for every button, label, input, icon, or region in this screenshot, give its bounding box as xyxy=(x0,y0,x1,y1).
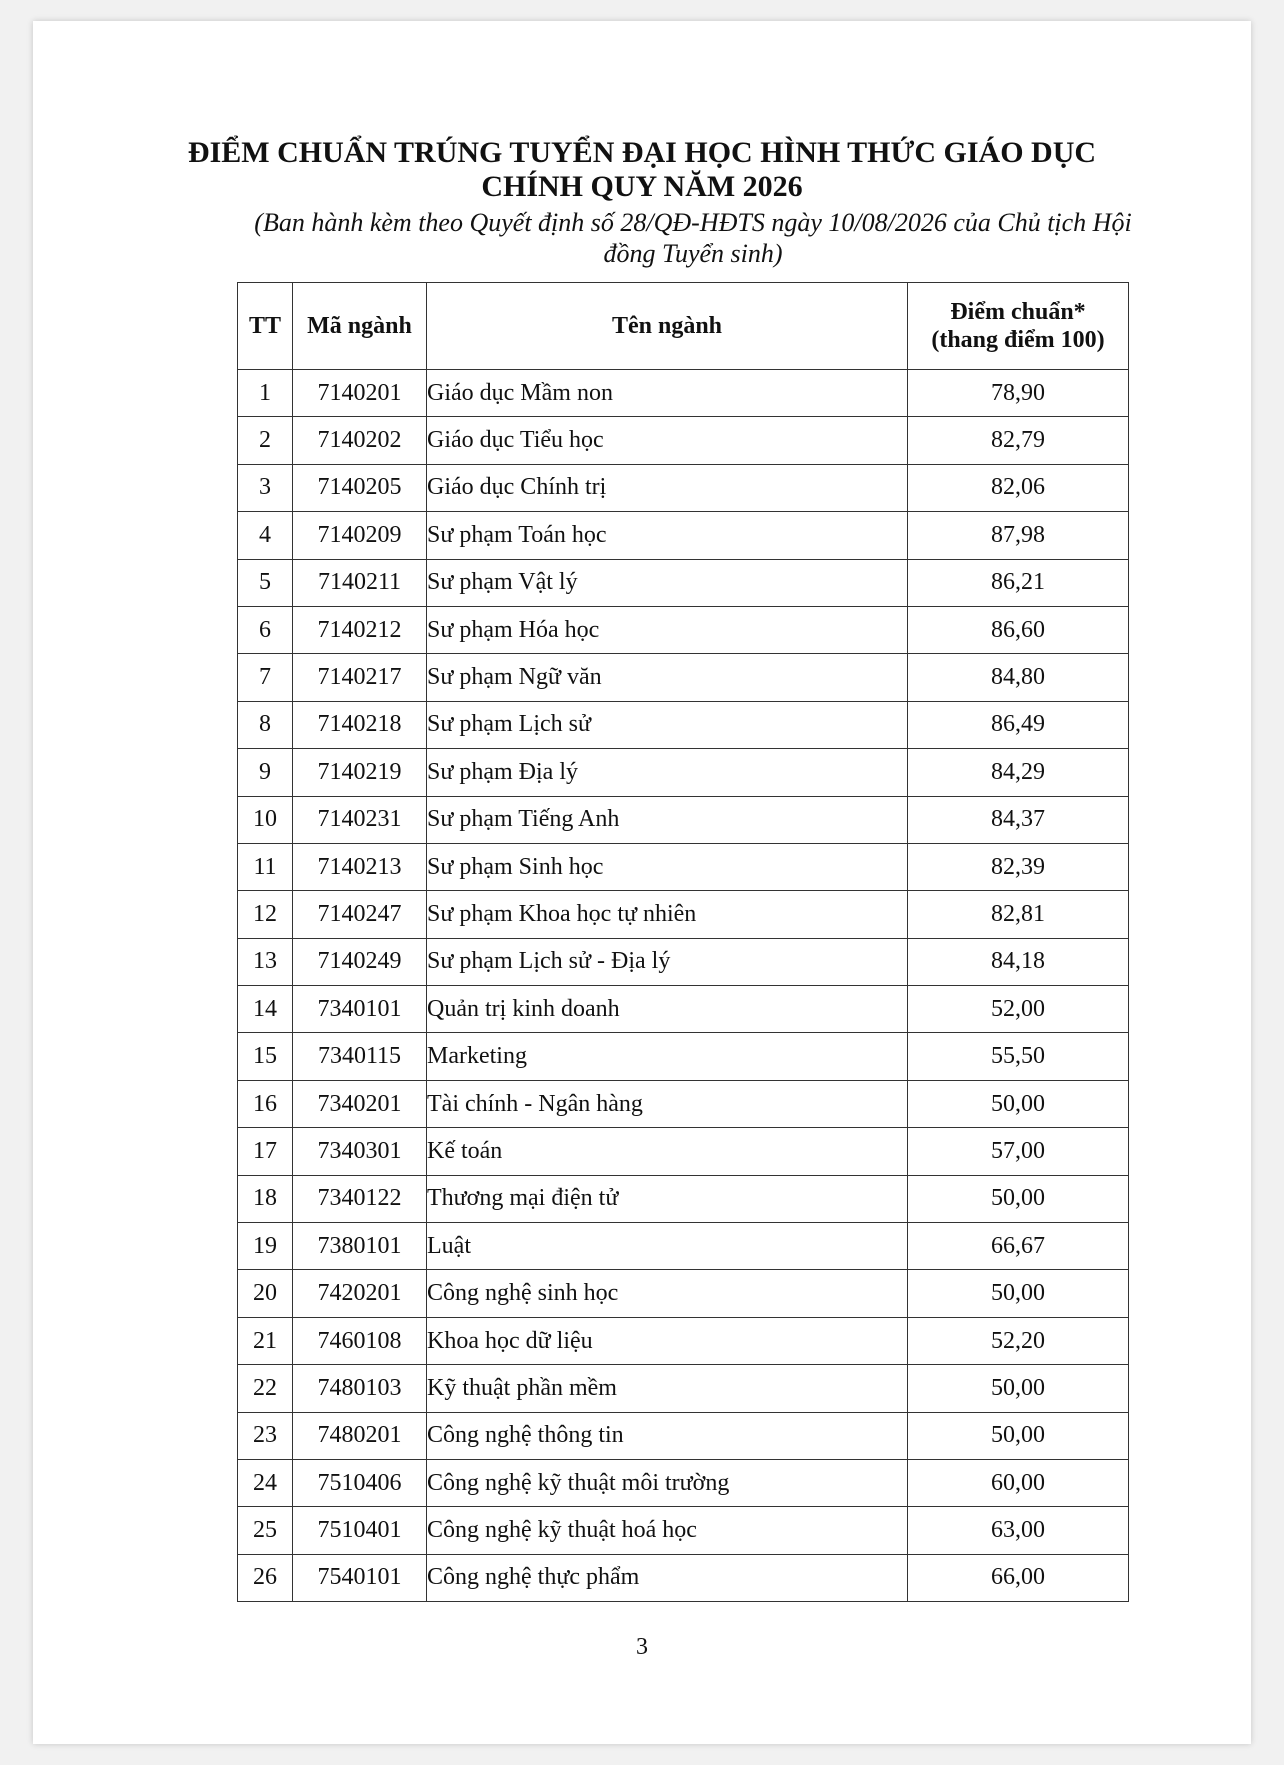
cell-name: Sư phạm Ngữ văn xyxy=(427,654,908,701)
cell-score: 55,50 xyxy=(908,1033,1129,1080)
cell-name: Quản trị kinh doanh xyxy=(427,986,908,1033)
cell-tt: 12 xyxy=(238,891,293,938)
cell-code: 7140205 xyxy=(293,464,427,511)
cell-name: Sư phạm Vật lý xyxy=(427,559,908,606)
cell-score: 87,98 xyxy=(908,512,1129,559)
table-row xyxy=(238,1507,1129,1554)
table-row xyxy=(238,1459,1129,1506)
cell-score: 66,00 xyxy=(908,1554,1129,1601)
table-row xyxy=(238,891,1129,938)
cell-tt: 14 xyxy=(238,986,293,1033)
table-row xyxy=(238,370,1129,417)
cell-code: 7540101 xyxy=(293,1554,427,1601)
cell-score: 50,00 xyxy=(908,1412,1129,1459)
cell-code: 7510406 xyxy=(293,1459,427,1506)
cell-code: 7140201 xyxy=(293,370,427,417)
table-row xyxy=(238,1223,1129,1270)
subtitle-line-2: đồng Tuyển sinh) xyxy=(603,239,783,268)
cell-score: 84,29 xyxy=(908,749,1129,796)
cell-code: 7340122 xyxy=(293,1175,427,1222)
table-row xyxy=(238,606,1129,653)
cell-name: Sư phạm Địa lý xyxy=(427,749,908,796)
cell-code: 7140212 xyxy=(293,606,427,653)
table-row xyxy=(238,417,1129,464)
table-header-row xyxy=(238,283,1129,370)
cell-name: Giáo dục Tiểu học xyxy=(427,417,908,464)
cell-score: 82,79 xyxy=(908,417,1129,464)
cell-name: Sư phạm Khoa học tự nhiên xyxy=(427,891,908,938)
cell-score: 84,18 xyxy=(908,938,1129,985)
cell-score: 50,00 xyxy=(908,1365,1129,1412)
cell-tt: 11 xyxy=(238,843,293,890)
cell-code: 7140217 xyxy=(293,654,427,701)
table-row xyxy=(238,559,1129,606)
cell-score: 57,00 xyxy=(908,1128,1129,1175)
table-row xyxy=(238,1175,1129,1222)
cell-score: 66,67 xyxy=(908,1223,1129,1270)
table-row xyxy=(238,1128,1129,1175)
cell-tt: 9 xyxy=(238,749,293,796)
cell-score: 52,20 xyxy=(908,1317,1129,1364)
cell-name: Công nghệ kỹ thuật hoá học xyxy=(427,1507,908,1554)
cell-code: 7140247 xyxy=(293,891,427,938)
cell-tt: 8 xyxy=(238,701,293,748)
title-line-2: CHÍNH QUY NĂM 2026 xyxy=(481,170,803,203)
cell-tt: 1 xyxy=(238,370,293,417)
table-row xyxy=(238,1317,1129,1364)
cell-score: 50,00 xyxy=(908,1175,1129,1222)
cell-name: Sư phạm Lịch sử - Địa lý xyxy=(427,938,908,985)
cell-code: 7420201 xyxy=(293,1270,427,1317)
cell-tt: 2 xyxy=(238,417,293,464)
cell-tt: 16 xyxy=(238,1080,293,1127)
header-code: Mã ngành xyxy=(293,283,427,370)
cell-tt: 6 xyxy=(238,606,293,653)
cell-tt: 21 xyxy=(238,1317,293,1364)
header-score-line-2: (thang điểm 100) xyxy=(931,327,1105,353)
cell-tt: 17 xyxy=(238,1128,293,1175)
cell-name: Tài chính - Ngân hàng xyxy=(427,1080,908,1127)
cell-score: 63,00 xyxy=(908,1507,1129,1554)
cell-tt: 22 xyxy=(238,1365,293,1412)
page-number: 3 xyxy=(636,1634,648,1660)
cell-tt: 20 xyxy=(238,1270,293,1317)
document-page xyxy=(33,21,1251,1744)
cell-name: Luật xyxy=(427,1223,908,1270)
cell-name: Khoa học dữ liệu xyxy=(427,1317,908,1364)
cell-name: Sư phạm Toán học xyxy=(427,512,908,559)
cell-score: 86,49 xyxy=(908,701,1129,748)
cell-name: Sư phạm Tiếng Anh xyxy=(427,796,908,843)
cell-score: 86,60 xyxy=(908,606,1129,653)
cell-code: 7460108 xyxy=(293,1317,427,1364)
table-row xyxy=(238,986,1129,1033)
cell-tt: 24 xyxy=(238,1459,293,1506)
document-subtitle xyxy=(193,207,1193,269)
header-name: Tên ngành xyxy=(427,283,908,370)
cell-name: Giáo dục Chính trị xyxy=(427,464,908,511)
cell-code: 7140202 xyxy=(293,417,427,464)
cell-name: Công nghệ thông tin xyxy=(427,1412,908,1459)
cell-code: 7480201 xyxy=(293,1412,427,1459)
cell-name: Kế toán xyxy=(427,1128,908,1175)
cell-tt: 23 xyxy=(238,1412,293,1459)
cell-name: Sư phạm Lịch sử xyxy=(427,701,908,748)
cell-code: 7140219 xyxy=(293,749,427,796)
cell-tt: 3 xyxy=(238,464,293,511)
cell-code: 7340201 xyxy=(293,1080,427,1127)
table-row xyxy=(238,749,1129,796)
table-row xyxy=(238,796,1129,843)
cell-code: 7140209 xyxy=(293,512,427,559)
table-row xyxy=(238,1033,1129,1080)
cell-name: Giáo dục Mầm non xyxy=(427,370,908,417)
cell-code: 7380101 xyxy=(293,1223,427,1270)
cell-name: Marketing xyxy=(427,1033,908,1080)
document-title xyxy=(33,136,1251,204)
cell-score: 82,06 xyxy=(908,464,1129,511)
cell-score: 78,90 xyxy=(908,370,1129,417)
cell-tt: 15 xyxy=(238,1033,293,1080)
cell-tt: 18 xyxy=(238,1175,293,1222)
table-row xyxy=(238,654,1129,701)
cell-tt: 25 xyxy=(238,1507,293,1554)
cell-code: 7140249 xyxy=(293,938,427,985)
subtitle-line-1: (Ban hành kèm theo Quyết định số 28/QĐ-HĐTS ngày 10/08/2026 của Chủ tịch Hội xyxy=(254,208,1132,237)
cell-score: 82,81 xyxy=(908,891,1129,938)
table-row xyxy=(238,1270,1129,1317)
cell-score: 86,21 xyxy=(908,559,1129,606)
table-body xyxy=(238,370,1129,1602)
cell-code: 7340115 xyxy=(293,1033,427,1080)
cell-name: Công nghệ sinh học xyxy=(427,1270,908,1317)
admission-scores-table xyxy=(237,282,1129,1602)
table-row xyxy=(238,1412,1129,1459)
title-line-1: ĐIỂM CHUẨN TRÚNG TUYỂN ĐẠI HỌC HÌNH THỨC GIÁO DỤC xyxy=(187,136,1097,169)
header-score-line-1: Điểm chuẩn* xyxy=(950,299,1086,325)
cell-score: 84,80 xyxy=(908,654,1129,701)
cell-score: 82,39 xyxy=(908,843,1129,890)
cell-code: 7510401 xyxy=(293,1507,427,1554)
table-row xyxy=(238,843,1129,890)
cell-tt: 7 xyxy=(238,654,293,701)
table-row xyxy=(238,464,1129,511)
cell-code: 7140213 xyxy=(293,843,427,890)
cell-name: Thương mại điện tử xyxy=(427,1175,908,1222)
header-tt: TT xyxy=(238,283,293,370)
cell-code: 7140211 xyxy=(293,559,427,606)
cell-tt: 13 xyxy=(238,938,293,985)
cell-score: 84,37 xyxy=(908,796,1129,843)
table-row xyxy=(238,512,1129,559)
table-row xyxy=(238,1365,1129,1412)
cell-tt: 19 xyxy=(238,1223,293,1270)
cell-tt: 10 xyxy=(238,796,293,843)
cell-name: Sư phạm Hóa học xyxy=(427,606,908,653)
cell-tt: 26 xyxy=(238,1554,293,1601)
table-row xyxy=(238,938,1129,985)
cell-code: 7340301 xyxy=(293,1128,427,1175)
table-row xyxy=(238,1554,1129,1601)
cell-score: 52,00 xyxy=(908,986,1129,1033)
cell-score: 50,00 xyxy=(908,1270,1129,1317)
header-score xyxy=(908,283,1129,370)
cell-name: Sư phạm Sinh học xyxy=(427,843,908,890)
cell-name: Kỹ thuật phần mềm xyxy=(427,1365,908,1412)
cell-tt: 5 xyxy=(238,559,293,606)
cell-score: 60,00 xyxy=(908,1459,1129,1506)
table-row xyxy=(238,1080,1129,1127)
cell-code: 7140218 xyxy=(293,701,427,748)
cell-name: Công nghệ thực phẩm xyxy=(427,1554,908,1601)
cell-name: Công nghệ kỹ thuật môi trường xyxy=(427,1459,908,1506)
cell-code: 7340101 xyxy=(293,986,427,1033)
cell-tt: 4 xyxy=(238,512,293,559)
table-row xyxy=(238,701,1129,748)
cell-code: 7480103 xyxy=(293,1365,427,1412)
cell-score: 50,00 xyxy=(908,1080,1129,1127)
cell-code: 7140231 xyxy=(293,796,427,843)
